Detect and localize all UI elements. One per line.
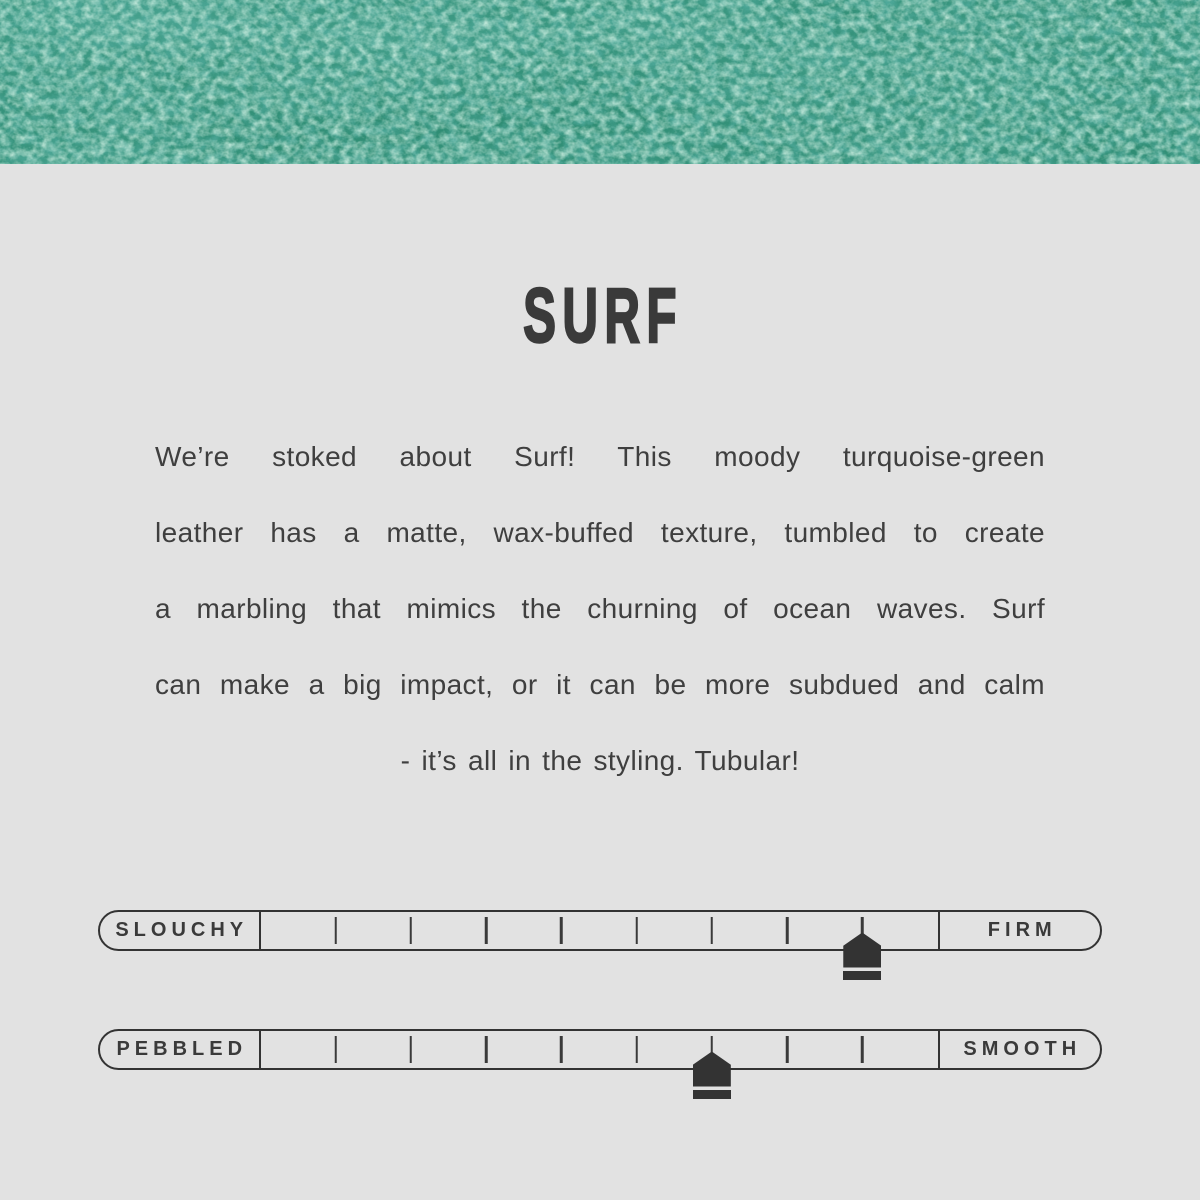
scale-marker [843,933,881,980]
scale-tick [334,917,337,944]
scale-marker-bar [843,971,881,980]
description-text [155,419,1045,799]
scale-tick [410,1036,413,1063]
scale-marker-pointer-icon [693,1052,731,1087]
leather-texture-image [0,0,1200,164]
scale-tick [410,917,413,944]
scale-tick [711,917,714,944]
scale-tick [635,917,638,944]
scale-marker [693,1052,731,1099]
description-line: We’re stoked about Surf! This moody turquoise-green [155,441,1045,472]
description-line: - it’s all in the styling. Tubular! [400,745,800,776]
scale-left-label: PEBBLED [100,1031,261,1068]
scale-tick [635,1036,638,1063]
scale-tick [861,917,864,944]
scale-marker-pointer-icon [843,933,881,968]
scale-marker-bar [693,1090,731,1099]
scale-tick [485,917,488,944]
scale-tick [560,917,563,944]
scale-tick [560,1036,563,1063]
page-title [0,273,1200,359]
scale-left-label: SLOUCHY [100,912,261,949]
scale-tick [711,1036,714,1063]
scale-track [261,912,938,949]
scale-tick [861,1036,864,1063]
scale-tick [786,1036,789,1063]
scale-right-label: SMOOTH [938,1031,1101,1068]
scale-slouchy-firm [98,910,1102,951]
scale-tick [334,1036,337,1063]
scale-tick [786,917,789,944]
scale-track [261,1031,938,1068]
scale-pebbled-smooth [98,1029,1102,1070]
description-line: can make a big impact, or it can be more subdued and calm [155,669,1045,700]
description-line: leather has a matte, wax-buffed texture, tumbled to create [155,517,1045,548]
scale-right-label: FIRM [938,912,1101,949]
description-line: a marbling that mimics the churning of ocean waves. Surf [155,593,1045,624]
leather-texture-svg [0,0,1200,164]
page-title-text: SURF [523,273,684,359]
scale-tick [485,1036,488,1063]
